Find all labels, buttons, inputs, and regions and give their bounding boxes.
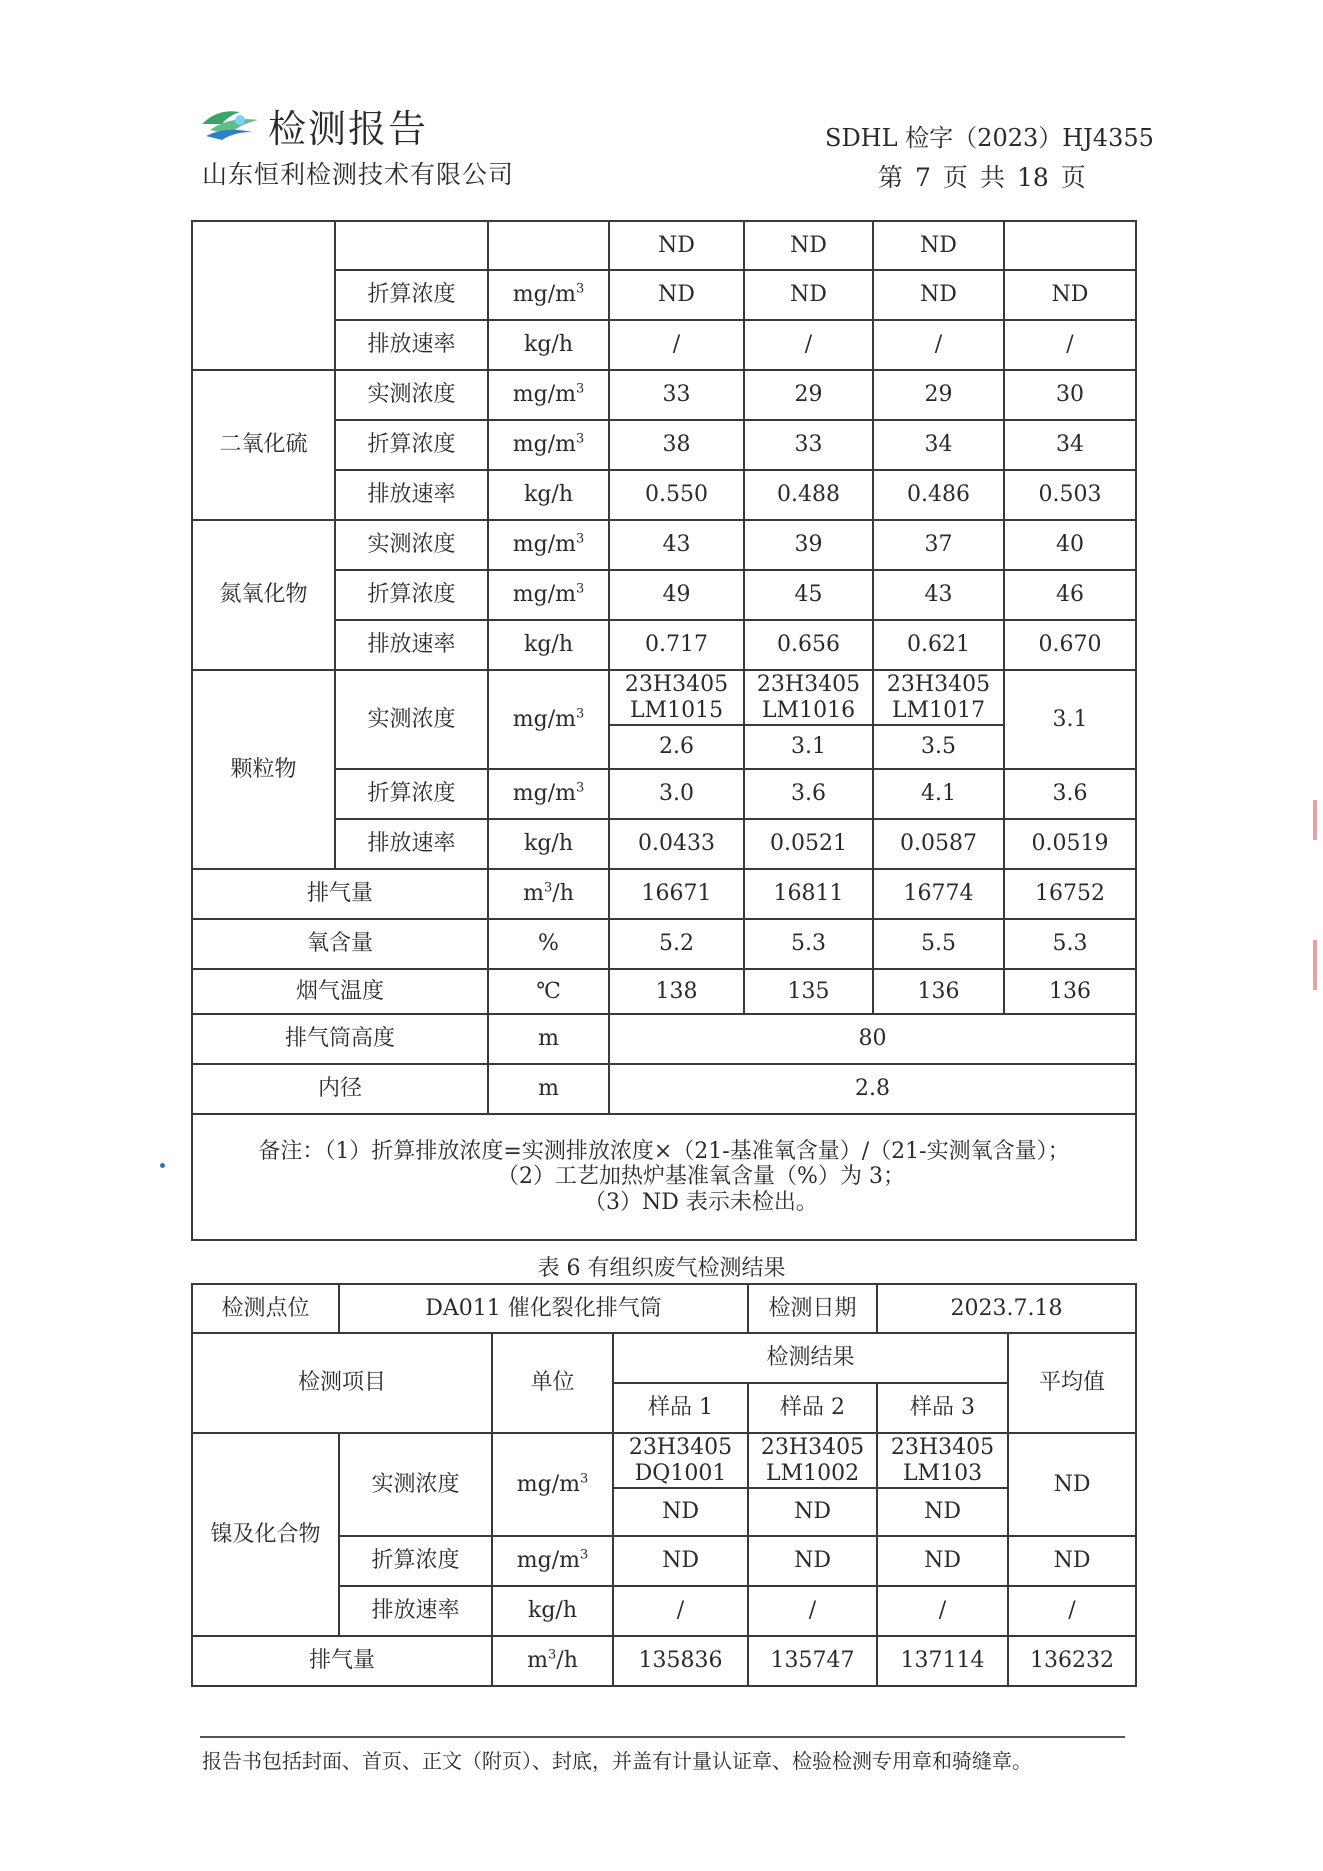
- table-row: 折算浓度 $mg/m^3$ 38 33 34 34: [192, 420, 1136, 470]
- pollutant-pm: 颗粒物: [192, 670, 335, 869]
- table-row: 排放速率 kg/h / / / /: [192, 320, 1136, 370]
- page-indicator: 第 7 页 共 18 页: [878, 163, 1086, 192]
- sample-code: 23H3405 LM1016: [744, 670, 873, 725]
- sample-code: 23H3405 LM1002: [748, 1433, 877, 1488]
- table-row: 氧含量 % 5.2 5.3 5.5 5.3: [192, 919, 1136, 969]
- table-row: ND ND ND: [192, 221, 1136, 270]
- table-row: 折算浓度 $mg/m^3$ ND ND ND ND: [192, 1536, 1136, 1586]
- ink-dot: [160, 1163, 165, 1168]
- table-row: 排气量 $m^3/h$ 135836 135747 137114 136232: [192, 1636, 1136, 1686]
- table-row: 排放速率 kg/h 0.717 0.656 0.621 0.670: [192, 620, 1136, 670]
- table-row: 折算浓度 $mg/m^3$ ND ND ND ND: [192, 270, 1136, 320]
- company-logo-icon: [200, 102, 262, 142]
- sample-code: 23H3405 LM103: [877, 1433, 1008, 1488]
- table-row: 检测点位 DA011 催化裂化排气筒 检测日期 2023.7.18: [192, 1284, 1136, 1333]
- table-row: 排放速率 kg/h 0.0433 0.0521 0.0587 0.0519: [192, 819, 1136, 869]
- table-row: 二氧化硫 实测浓度 $mg/m^3$ 33 29 29 30: [192, 370, 1136, 420]
- table-row: [192, 1114, 1136, 1240]
- notes: 备注：（1）折算排放浓度=实测排放浓度×（21-基准氧含量）/（21-实测氧含量）； （2）工艺加热炉基准氧含量（%）为 3； （3）ND 表示未检出。: [192, 1114, 1136, 1240]
- table-5-continued: [191, 220, 1137, 1241]
- table-row: 折算浓度 $mg/m^3$ 49 45 43 46: [192, 570, 1136, 620]
- table-row: 排放速率 kg/h 0.550 0.488 0.486 0.503: [192, 470, 1136, 520]
- table-row: 氮氧化物 实测浓度 $mg/m^3$ 43 39 37 40: [192, 520, 1136, 570]
- report-number: SDHL 检字（2023）HJ4355: [825, 124, 1154, 152]
- report-title: 检测报告: [268, 107, 429, 151]
- sample-code: 23H3405 LM1015: [609, 670, 744, 725]
- table-row: 样品 1 样品 2 样品 3: [192, 1383, 1136, 1433]
- pollutant-so2: 二氧化硫: [192, 370, 335, 520]
- table-row: 排气量 $m^3/h$ 16671 16811 16774 16752: [192, 869, 1136, 919]
- table-row: 排气筒高度 m 80: [192, 1014, 1136, 1064]
- table-6: [191, 1283, 1137, 1687]
- table-6-caption: 表 6 有组织废气检测结果: [537, 1256, 786, 1281]
- sample-code: 23H3405 LM1017: [873, 670, 1004, 725]
- table-row: 检测项目 单位 检测结果 平均值: [192, 1333, 1136, 1383]
- table-row: 镍及化合物 实测浓度 $mg/m^3$ 23H3405 DQ1001 23H3405 LM1002 23H3405 LM103 ND: [192, 1433, 1136, 1488]
- footer-note: 报告书包括封面、首页、正文（附页）、封底，并盖有计量认证章、检验检测专用章和骑缝章。: [202, 1749, 1032, 1773]
- pollutant-nox: 氮氧化物: [192, 520, 335, 670]
- table-row: 颗粒物 实测浓度 $mg/m^3$ 23H3405 LM1015 23H3405 LM1016 23H3405 LM1017 3.1: [192, 670, 1136, 725]
- company-name: 山东恒利检测技术有限公司: [202, 160, 515, 189]
- table-row: 折算浓度 $mg/m^3$ 3.0 3.6 4.1 3.6: [192, 769, 1136, 819]
- seal-edge-mark: [1313, 800, 1317, 840]
- table-row: 内径 m 2.8: [192, 1064, 1136, 1114]
- seal-edge-mark: [1313, 940, 1317, 990]
- table-row: ND ND ND: [192, 1488, 1136, 1536]
- footer-divider: [200, 1736, 1125, 1738]
- table-row: 2.6 3.1 3.5: [192, 725, 1136, 769]
- table-row: 烟气温度 ℃ 138 135 136 136: [192, 969, 1136, 1014]
- table-row: 排放速率 kg/h / / / /: [192, 1586, 1136, 1636]
- pollutant-nickel: 镍及化合物: [192, 1433, 339, 1636]
- sample-code: 23H3405 DQ1001: [613, 1433, 748, 1488]
